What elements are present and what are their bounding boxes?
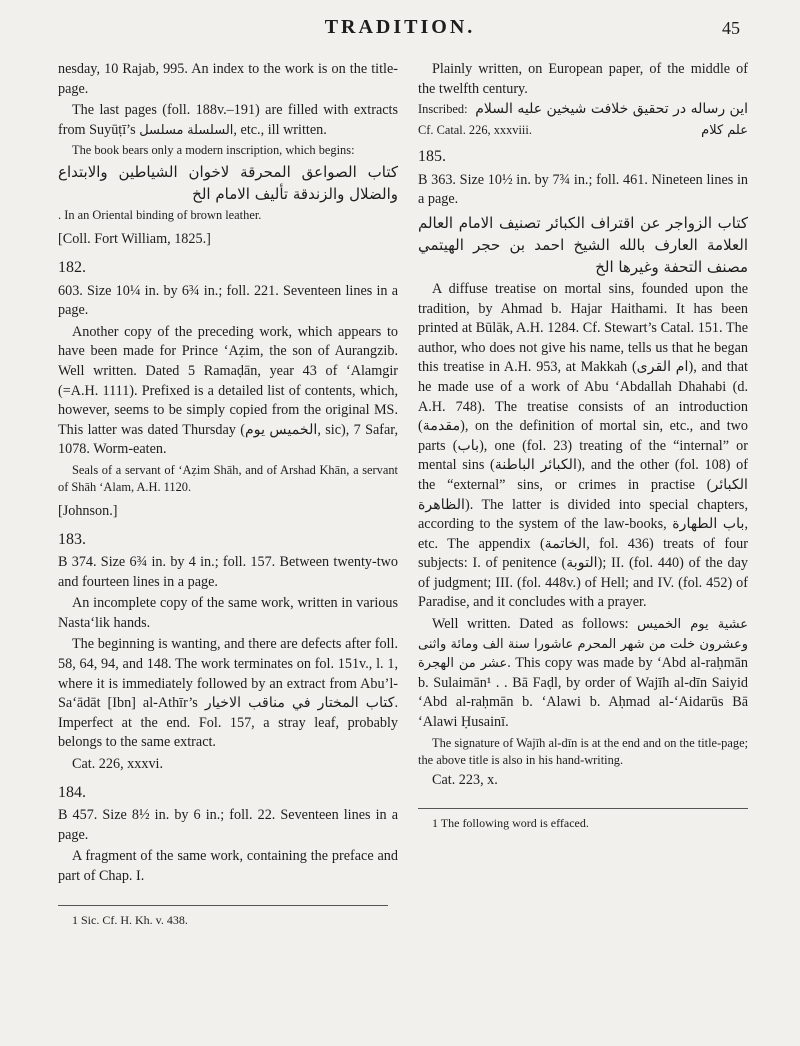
entry-number: 182. [58,258,86,276]
text: , etc., ill written. [233,121,327,138]
catalogue-reference: Cf. Catal. 226, xxxviii. [418,123,532,138]
entry-heading: 603. Size 10¼ in. by 6¾ in.; foll. 221. Seventeen lines in a page. [58,282,398,319]
collection-reference: [Coll. Fort William, 1825.] [58,231,211,248]
inscribed-label: Inscribed: [418,102,468,117]
catalogue-reference: Cat. 226, xxxvi. [72,756,164,773]
paragraph: A diffuse treatise on mortal sins, founded upon the tradition, by Ahmad b. Hajar Haithami. It has been printed at Būlāk, A.H. 1284. Cf. Stewart’s Catal. 151. The author, who does not give his name, tells us that he began this treatise in A.H. 953, at Makkah (ام القرى), and that he made use of a work of Abu ‘Abdallah Dhahabi (d. A.H. 748). The treatise consists of an introduction (مقدمة), on the definition of mortal sin, etc., and two parts (باب), one (fol. 23) treating of the “internal” or mental sins (الكبائر الباطنة), and the other (fol. 108) of the “external” sins, or crimes in practise (الكبائر الظاهرة). The latter is divided into special chapters, according to the system of the law-books, باب الطهارة, etc. The appendix (الخاتمة, fol. 436) treats of four subjects: I. of penitence (التوبة); II. (fol. 440) of the day of judgment; III. (fol. 448v.) of Hell; and IV. (fol. 452) of Paradise, and it concludes with a prayer. [418,280,748,611]
arabic-text: السلسلة [187,122,234,138]
paragraph: Plainly written, on European paper, of the middle of the twelfth century. [418,61,748,97]
text: . This copy was made by ‘Abd al-raḥmān b. Sulaimān¹ . . Bā Faḍl, by order of Wajīh al-dīn Saiyid ‘Abd al-raḥmān b. ‘Alawi b. Aḥmad al-‘Aidarūs Bā ‘Alawi Ḥusainī. [418,655,748,731]
left-column [58,60,398,930]
footnote: 1 The following word is effaced. [432,816,589,831]
right-column [418,60,748,833]
arabic-text: علم کلام [701,123,748,139]
text: The last pages (foll. 188v.–191) are filled with extracts from Suyūṭī’s [58,102,398,138]
footnote-rule [58,905,388,906]
page-number: 45 [722,18,740,38]
arabic-title: كتاب الزواجر عن اقتراف الكبائر تصنيف الامام العالم العلامة العارف بالله الشيخ احمد بن حجر الهيتمي مصنف التحفة وغيرها الخ [418,213,748,276]
arabic-text: مسلسل [139,122,184,138]
entry-number: 183. [58,530,86,548]
footnote-rule [418,808,748,809]
paragraph: An incomplete copy of the same work, written in various Nasta‘lik hands. [58,595,398,631]
footnote: 1 Sic. Cf. H. Kh. v. 438. [72,912,188,927]
paragraph: The signature of Wajīh al-dīn is at the end and on the title-page; the above title is also in his hand-writing. [418,735,749,767]
page-title: TRADITION. [324,16,476,38]
arabic-colophon: عشية يوم الخميس وعشرون خلت من شهر المحرم عاشورا سنة الف ومائة واثنى عشر من الهجرة [418,617,749,672]
paragraph [418,615,748,733]
running-head [0,16,800,44]
catalogue-reference: Cat. 223, x. [432,771,498,788]
entry-heading: B 363. Size 10½ in. by 7¾ in.; foll. 461. Nineteen lines in a page. [418,171,748,208]
paragraph: nesday, 10 Rajab, 995. An index to the work is on the title-page. [58,61,398,97]
entry-heading: B 374. Size 6¾ in. by 4 in.; foll. 157. Between twenty-two and fourteen lines in a page. [58,554,398,590]
paragraph: The book bears only a modern inscription, which begins: [72,143,355,158]
inscription-line [418,101,748,118]
entry-number: 184. [58,783,86,801]
text: Well written. Dated as follows: [432,616,629,633]
paragraph: Another copy of the preceding work, which appears to have been made for Prince ‘Aẓim, the son of Aurangzib. Well written. Dated 5 Ramaḍān, year 43 of ‘Alamgir (=A.H. 1111). Prefixed is a detailed list of contents, which, however, seems to be simply copied from the original MS. This latter was dated Thursday (الخميس يوم, sic), 7 Safar, 1078. Worm-eaten. [58,323,398,458]
entry-heading: B 457. Size 8½ in. by 6 in.; foll. 22. Seventeen lines in a page. [58,807,398,843]
paragraph: A fragment of the same work, containing the preface and part of Chap. I. [58,848,398,884]
arabic-inscription: كتاب الصواعق المحرقة لاخوان الشياطين والابتداع والضلال والزندقة تأليف الامام الخ [58,163,398,204]
paragraph: The beginning is wanting, and there are defects after foll. 58, 64, 94, and 148. The work terminates on fol. 151v., l. 1, where it is immediately followed by an extract from Abu’l-Sa‘ādāt [Ibn] al-Athīr’s كتاب المختار في مناقب الاخيار. Imperfect at the end. Fol. 157, a stray leaf, probably belongs to the same extract. [58,636,399,751]
entry-number: 185. [418,148,446,166]
paragraph: Seals of a servant of ‘Aẓim Shāh, and of Arshad Khān, a servant of Shāh ‘Alam, A.H. 1120. [58,462,398,494]
collection-reference: [Johnson.] [58,502,118,519]
paragraph: . In an Oriental binding of brown leather. [58,208,262,223]
arabic-inscription: این رساله در تحقیق خلافت شیخین علیه السلام [475,101,748,118]
inscription-line [418,122,748,139]
paragraph [58,101,398,140]
